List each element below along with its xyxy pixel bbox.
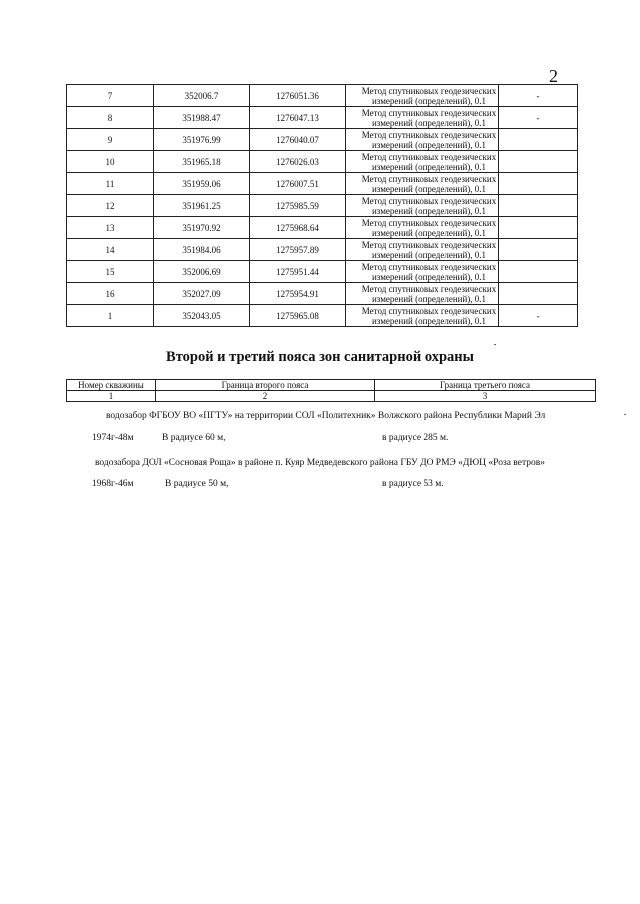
method [346, 305, 499, 327]
extra-value: - [499, 305, 578, 327]
table-row [67, 239, 578, 261]
method-text: Метод спутниковых геодезических измерений (определений), 0.1 [361, 217, 497, 238]
extra-value [499, 261, 578, 283]
y-coordinate: 1276040.07 [250, 129, 346, 151]
table-row [67, 85, 578, 107]
entry-2-second-zone: В радиусе 50 м, [165, 479, 229, 489]
method [346, 151, 499, 173]
extra-value [499, 239, 578, 261]
point-number: 9 [67, 129, 154, 151]
point-number: 14 [67, 239, 154, 261]
entry-1-well: 1974г-48м [92, 433, 134, 443]
point-number: 11 [67, 173, 154, 195]
method [346, 129, 499, 151]
table-row [67, 283, 578, 305]
extra-value [499, 283, 578, 305]
extra-value [499, 195, 578, 217]
scan-speck [624, 414, 626, 415]
x-coordinate: 351961.25 [154, 195, 250, 217]
extra-value [499, 129, 578, 151]
y-coordinate: 1275957.89 [250, 239, 346, 261]
method [346, 107, 499, 129]
x-coordinate: 351976.99 [154, 129, 250, 151]
x-coordinate: 352043.05 [154, 305, 250, 327]
y-coordinate: 1275985.59 [250, 195, 346, 217]
entry-2-third-zone: в радиусе 53 м. [382, 479, 444, 489]
y-coordinate: 1275954.91 [250, 283, 346, 305]
point-number: 10 [67, 151, 154, 173]
method-text: Метод спутниковых геодезических измерений (определений), 0.1 [361, 173, 497, 194]
x-coordinate: 352006.7 [154, 85, 250, 107]
extra-value: - [499, 107, 578, 129]
point-number: 8 [67, 107, 154, 129]
x-coordinate: 351988.47 [154, 107, 250, 129]
table-row [67, 217, 578, 239]
method-text: Метод спутниковых геодезических измерений (определений), 0.1 [361, 305, 497, 326]
table-row [67, 305, 578, 327]
point-number: 7 [67, 85, 154, 107]
header-well-number: Номер скважины [67, 380, 156, 391]
y-coordinate: 1275951.44 [250, 261, 346, 283]
table-row [67, 151, 578, 173]
entry-1-second-zone: В радиусе 60 м, [162, 433, 226, 443]
x-coordinate: 351970.92 [154, 217, 250, 239]
point-number: 1 [67, 305, 154, 327]
extra-value [499, 173, 578, 195]
y-coordinate: 1276007.51 [250, 173, 346, 195]
entry-2-well: 1968г-46м [92, 479, 134, 489]
entry-1-third-zone: в радиусе 285 м. [382, 433, 449, 443]
zones-table [66, 379, 596, 402]
method-text: Метод спутниковых геодезических измерений (определений), 0.1 [361, 195, 497, 216]
point-number: 13 [67, 217, 154, 239]
table-row [67, 173, 578, 195]
point-number: 12 [67, 195, 154, 217]
table-row [67, 107, 578, 129]
x-coordinate: 352006.69 [154, 261, 250, 283]
zones-header-row [67, 380, 596, 391]
section-title: Второй и третий пояса зон санитарной охраны [166, 349, 474, 365]
extra-value [499, 151, 578, 173]
y-coordinate: 1275968.64 [250, 217, 346, 239]
method-text: Метод спутниковых геодезических измерений (определений), 0.1 [361, 129, 497, 150]
method-text: Метод спутниковых геодезических измерений (определений), 0.1 [361, 261, 497, 282]
y-coordinate: 1275965.08 [250, 305, 346, 327]
index-3: 3 [375, 391, 596, 402]
index-2: 2 [156, 391, 375, 402]
method-text: Метод спутниковых геодезических измерений (определений), 0.1 [361, 239, 497, 260]
table-row [67, 129, 578, 151]
method [346, 261, 499, 283]
y-coordinate: 1276047.13 [250, 107, 346, 129]
entry-1-heading: водозабор ФГБОУ ВО «ПГТУ» на территории СОЛ «Политехник» Волжского района Республики Марий Эл [106, 411, 546, 421]
method [346, 173, 499, 195]
method [346, 195, 499, 217]
y-coordinate: 1276051.36 [250, 85, 346, 107]
table-row [67, 195, 578, 217]
x-coordinate: 352027.09 [154, 283, 250, 305]
x-coordinate: 351965.18 [154, 151, 250, 173]
method-text: Метод спутниковых геодезических измерений (определений), 0.1 [361, 107, 497, 128]
entry-2-heading: водозабора ДОЛ «Сосновая Роща» в районе п. Куяр Медведевского района ГБУ ДО РМЭ «ДЮЦ «Роза ветров» [95, 458, 545, 468]
extra-value [499, 217, 578, 239]
scan-speck [494, 344, 496, 345]
point-number: 16 [67, 283, 154, 305]
page-number: 2 [549, 66, 558, 86]
method-text: Метод спутниковых геодезических измерений (определений), 0.1 [361, 151, 497, 172]
method-text: Метод спутниковых геодезических измерений (определений), 0.1 [361, 283, 497, 304]
extra-value: - [499, 85, 578, 107]
index-1: 1 [67, 391, 156, 402]
method [346, 85, 499, 107]
zones-index-row [67, 391, 596, 402]
coordinates-table [66, 84, 578, 327]
method [346, 217, 499, 239]
y-coordinate: 1276026.03 [250, 151, 346, 173]
method [346, 239, 499, 261]
x-coordinate: 351984.06 [154, 239, 250, 261]
method-text: Метод спутниковых геодезических измерений (определений), 0.1 [361, 85, 497, 106]
method [346, 283, 499, 305]
header-second-zone: Граница второго пояса [156, 380, 375, 391]
table-row [67, 261, 578, 283]
header-third-zone: Граница третьего пояса [375, 380, 596, 391]
x-coordinate: 351959.06 [154, 173, 250, 195]
point-number: 15 [67, 261, 154, 283]
